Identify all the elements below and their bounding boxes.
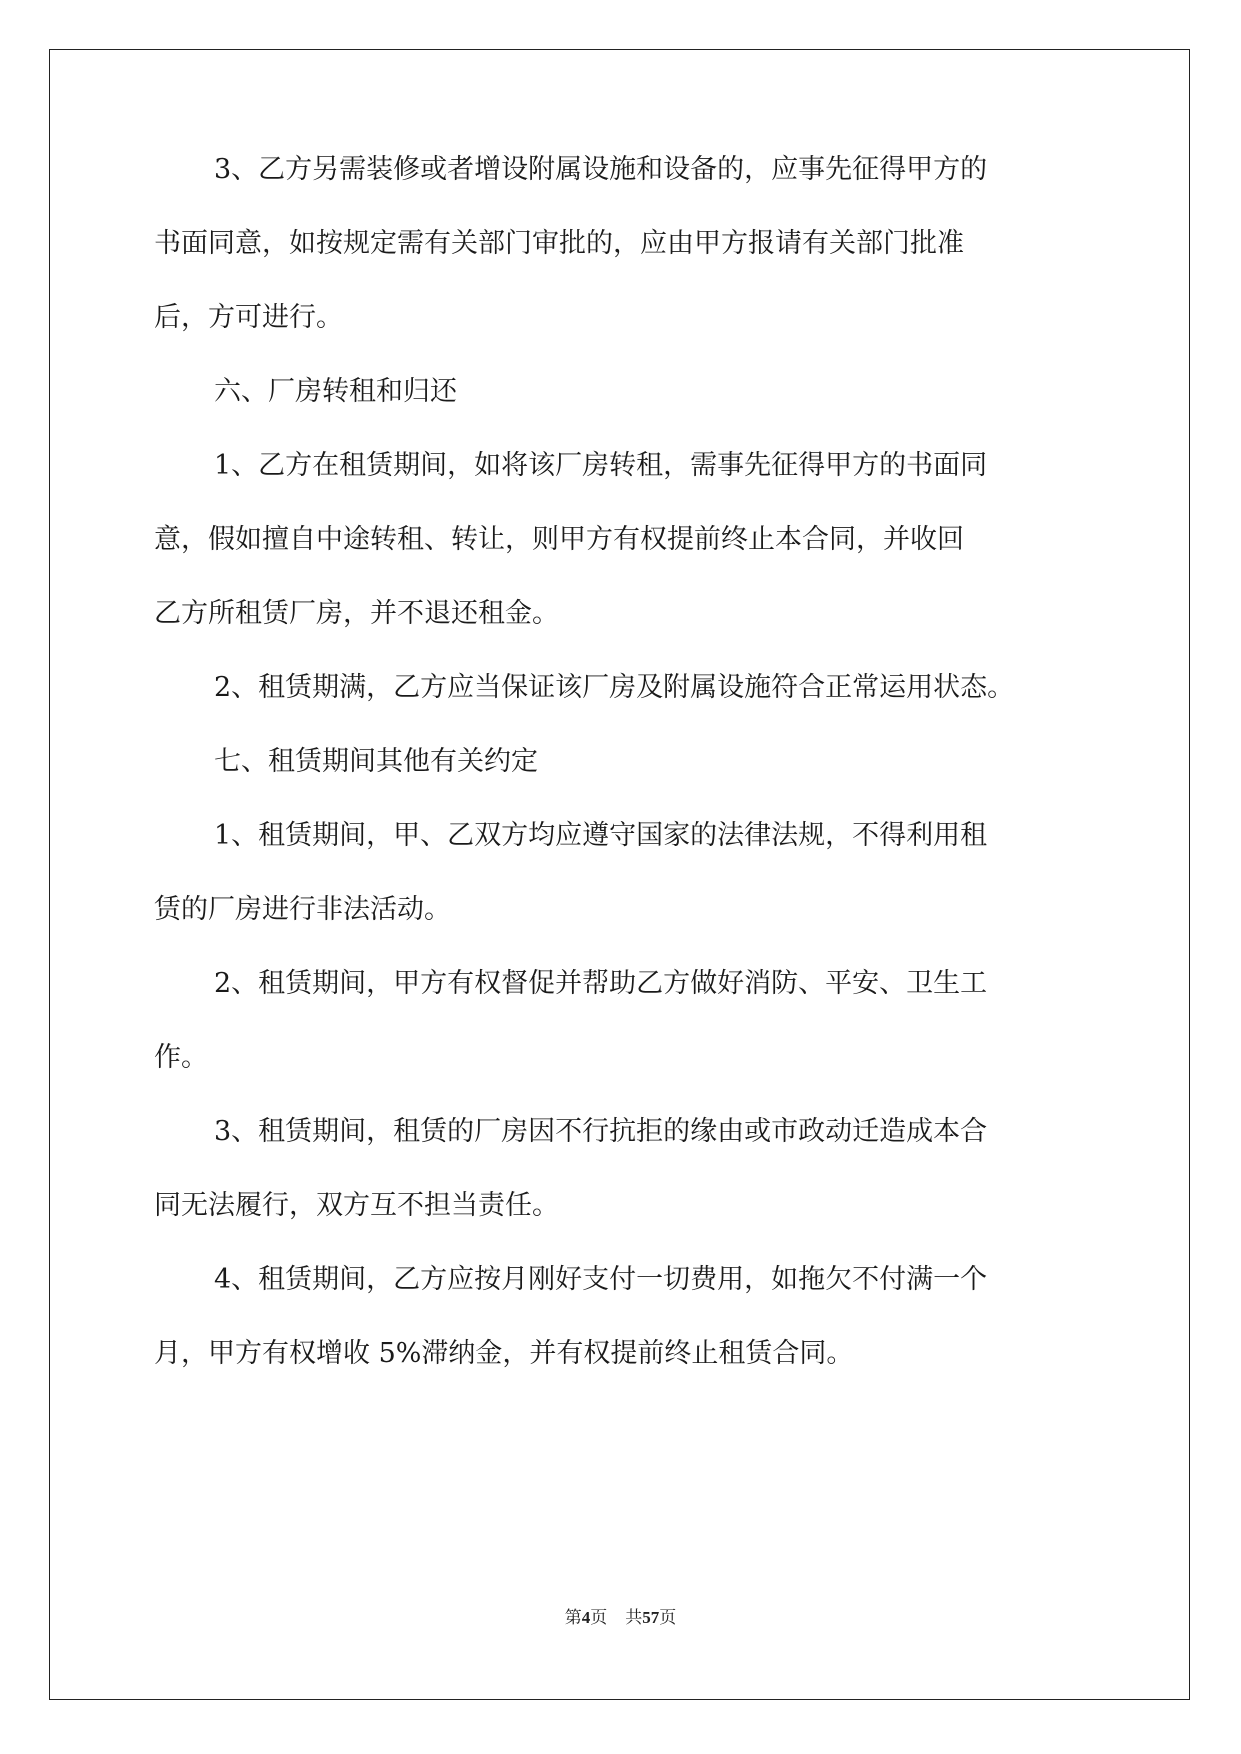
paragraph-line: 月，甲方有权增收 5%滞纳金，并有权提前终止租赁合同。 [154, 1338, 854, 1369]
footer-total-suffix: 页 [659, 1608, 677, 1627]
paragraph-line: 2、租赁期间，甲方有权督促并帮助乙方做好消防、平安、卫生工 [214, 968, 988, 999]
paragraph-line: 作。 [154, 1042, 208, 1073]
paragraph-line: 1、租赁期间，甲、乙双方均应遵守国家的法律法规，不得利用租 [214, 820, 988, 851]
current-page-number: 4 [581, 1608, 591, 1627]
paragraph-line: 书面同意，如按规定需有关部门审批的，应由甲方报请有关部门批准 [154, 228, 964, 259]
paragraph-line: 3、乙方另需装修或者增设附属设施和设备的，应事先征得甲方的 [214, 154, 988, 185]
paragraph-line: 后，方可进行。 [154, 302, 343, 333]
total-page-count: 57 [642, 1608, 660, 1627]
footer-total-prefix: 共 [625, 1608, 643, 1627]
section-heading: 六、厂房转租和归还 [214, 376, 457, 407]
footer-prefix: 第 [564, 1608, 582, 1627]
paragraph-line: 4、租赁期间，乙方应按月刚好支付一切费用，如拖欠不付满一个 [214, 1264, 988, 1295]
page-footer [0, 1603, 1241, 1628]
paragraph-line: 意，假如擅自中途转租、转让，则甲方有权提前终止本合同，并收回 [154, 524, 964, 555]
footer-page-word: 页 [590, 1608, 608, 1627]
paragraph-line: 乙方所租赁厂房，并不退还租金。 [154, 598, 559, 629]
section-heading: 七、租赁期间其他有关约定 [214, 746, 538, 777]
paragraph-line: 2、租赁期满，乙方应当保证该厂房及附属设施符合正常运用状态。 [214, 672, 1015, 703]
paragraph-line: 同无法履行，双方互不担当责任。 [154, 1190, 559, 1221]
paragraph-line: 赁的厂房进行非法活动。 [154, 894, 451, 925]
paragraph-line: 3、租赁期间，租赁的厂房因不行抗拒的缘由或市政动迁造成本合 [214, 1116, 988, 1147]
paragraph-line: 1、乙方在租赁期间，如将该厂房转租，需事先征得甲方的书面同 [214, 450, 988, 481]
page-border [49, 49, 1190, 1700]
